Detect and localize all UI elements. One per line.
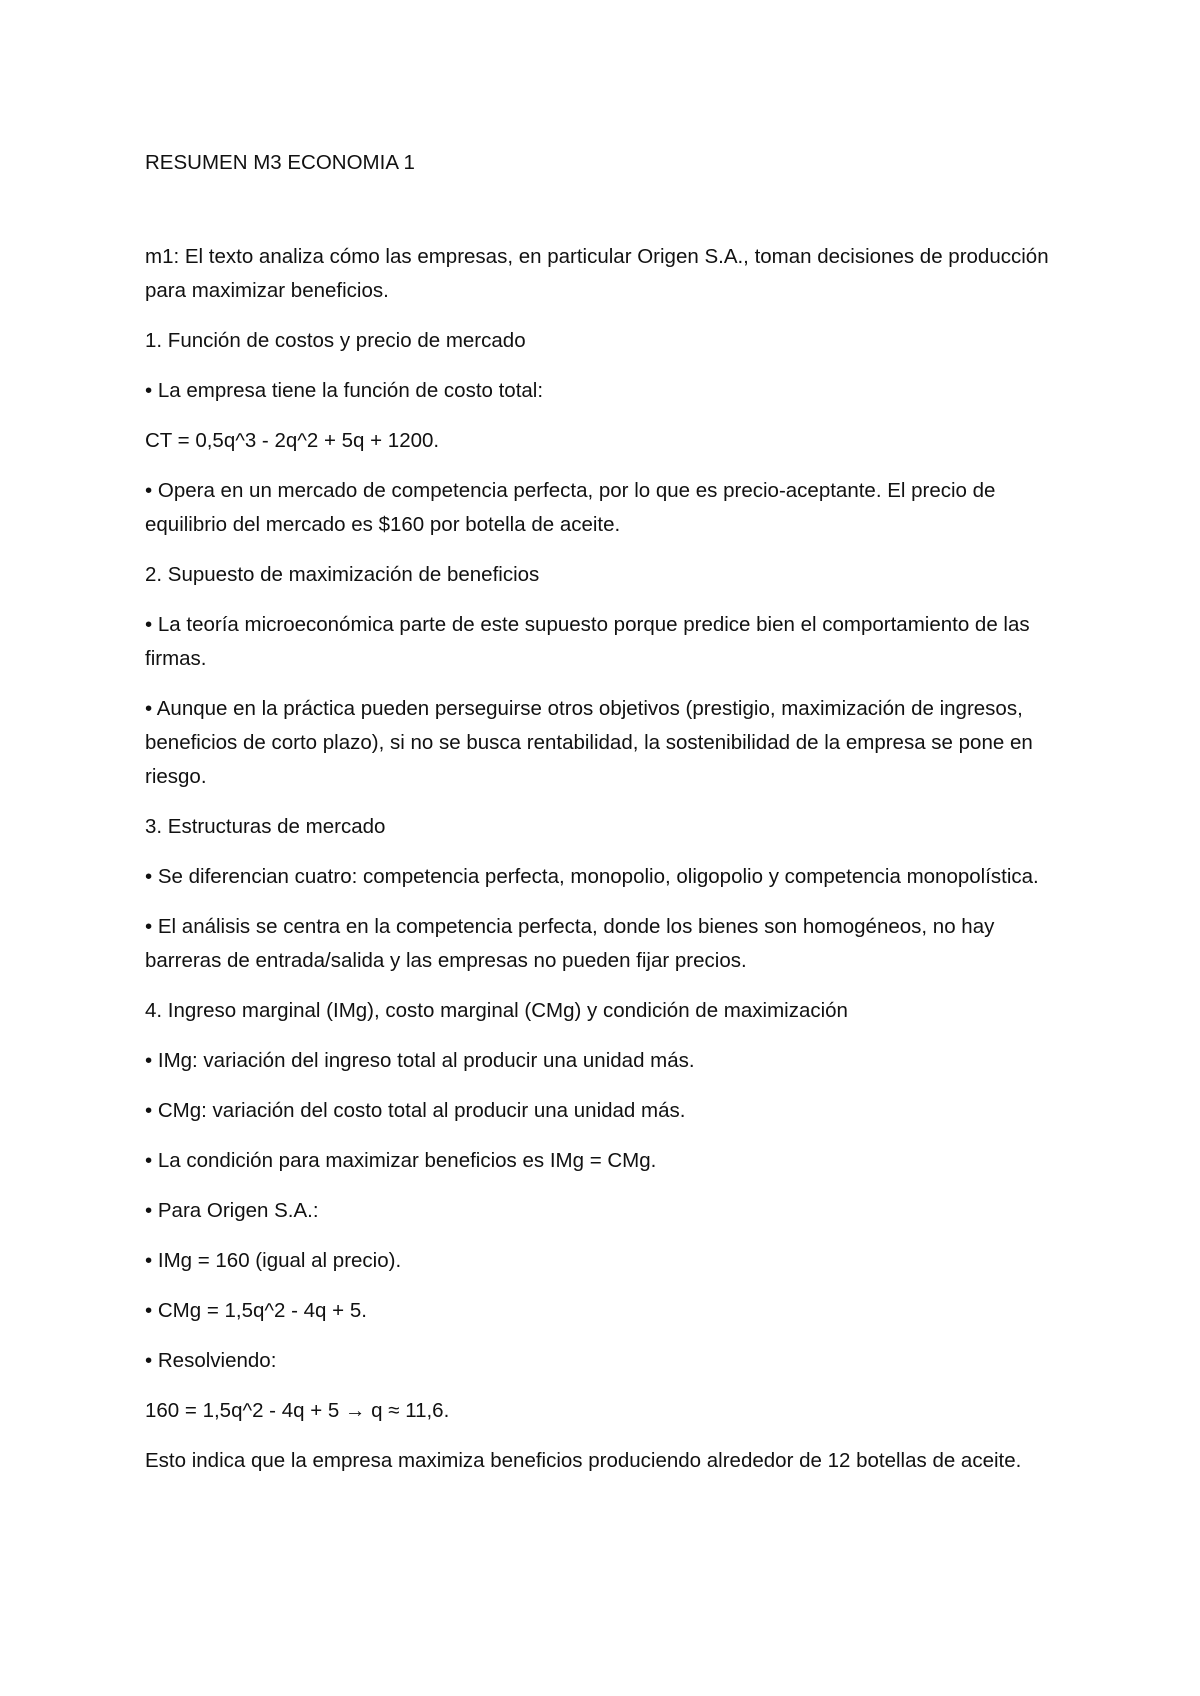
bullet-microeconomic-theory: • La teoría microeconómica parte de este supuesto porque predice bien el comportamiento de las firmas.	[145, 613, 1030, 670]
document-title: RESUMEN M3 ECONOMIA 1	[145, 151, 415, 174]
formula-solution: 160 = 1,5q^2 - 4q + 5 → q ≈ 11,6.	[145, 1399, 450, 1422]
bullet-other-objectives: • Aunque en la práctica pueden perseguirse otros objetivos (prestigio, maximización de ingresos, beneficios de corto plazo), si no se busca rentabilidad, la sostenibilidad de la empresa se pone en riesgo.	[145, 697, 1033, 788]
formula-total-cost: CT = 0,5q^3 - 2q^2 + 5q + 1200.	[145, 429, 440, 452]
bullet-img-value: • IMg = 160 (igual al precio).	[145, 1249, 402, 1272]
bullet-cmg-formula: • CMg = 1,5q^2 - 4q + 5.	[145, 1299, 367, 1322]
bullet-origen: • Para Origen S.A.:	[145, 1199, 319, 1222]
document-body	[145, 146, 1075, 1478]
intro-paragraph: m1: El texto analiza cómo las empresas, en particular Origen S.A., toman decisiones de producción para maximizar beneficios.	[145, 245, 1049, 302]
bullet-img-definition: • IMg: variación del ingreso total al producir una unidad más.	[145, 1049, 695, 1072]
bullet-perfect-competition: • Opera en un mercado de competencia perfecta, por lo que es precio-aceptante. El precio de equilibrio del mercado es $160 por botella de aceite.	[145, 479, 996, 536]
bullet-analysis-focus: • El análisis se centra en la competencia perfecta, donde los bienes son homogéneos, no hay barreras de entrada/salida y las empresas no pueden fijar precios.	[145, 915, 995, 972]
conclusion-paragraph: Esto indica que la empresa maximiza beneficios produciendo alrededor de 12 botellas de aceite.	[145, 1449, 1022, 1472]
bullet-solving: • Resolviendo:	[145, 1349, 277, 1372]
heading-profit-maximization: 2. Supuesto de maximización de beneficios	[145, 563, 540, 586]
heading-cost-function: 1. Función de costos y precio de mercado	[145, 329, 526, 352]
bullet-total-cost: • La empresa tiene la función de costo total:	[145, 379, 544, 402]
bullet-max-condition: • La condición para maximizar beneficios es IMg = CMg.	[145, 1149, 657, 1172]
bullet-cmg-definition: • CMg: variación del costo total al producir una unidad más.	[145, 1099, 686, 1122]
bullet-four-structures: • Se diferencian cuatro: competencia perfecta, monopolio, oligopolio y competencia monopolística.	[145, 865, 1039, 888]
heading-market-structures: 3. Estructuras de mercado	[145, 815, 386, 838]
heading-marginal-analysis: 4. Ingreso marginal (IMg), costo marginal (CMg) y condición de maximización	[145, 999, 848, 1022]
